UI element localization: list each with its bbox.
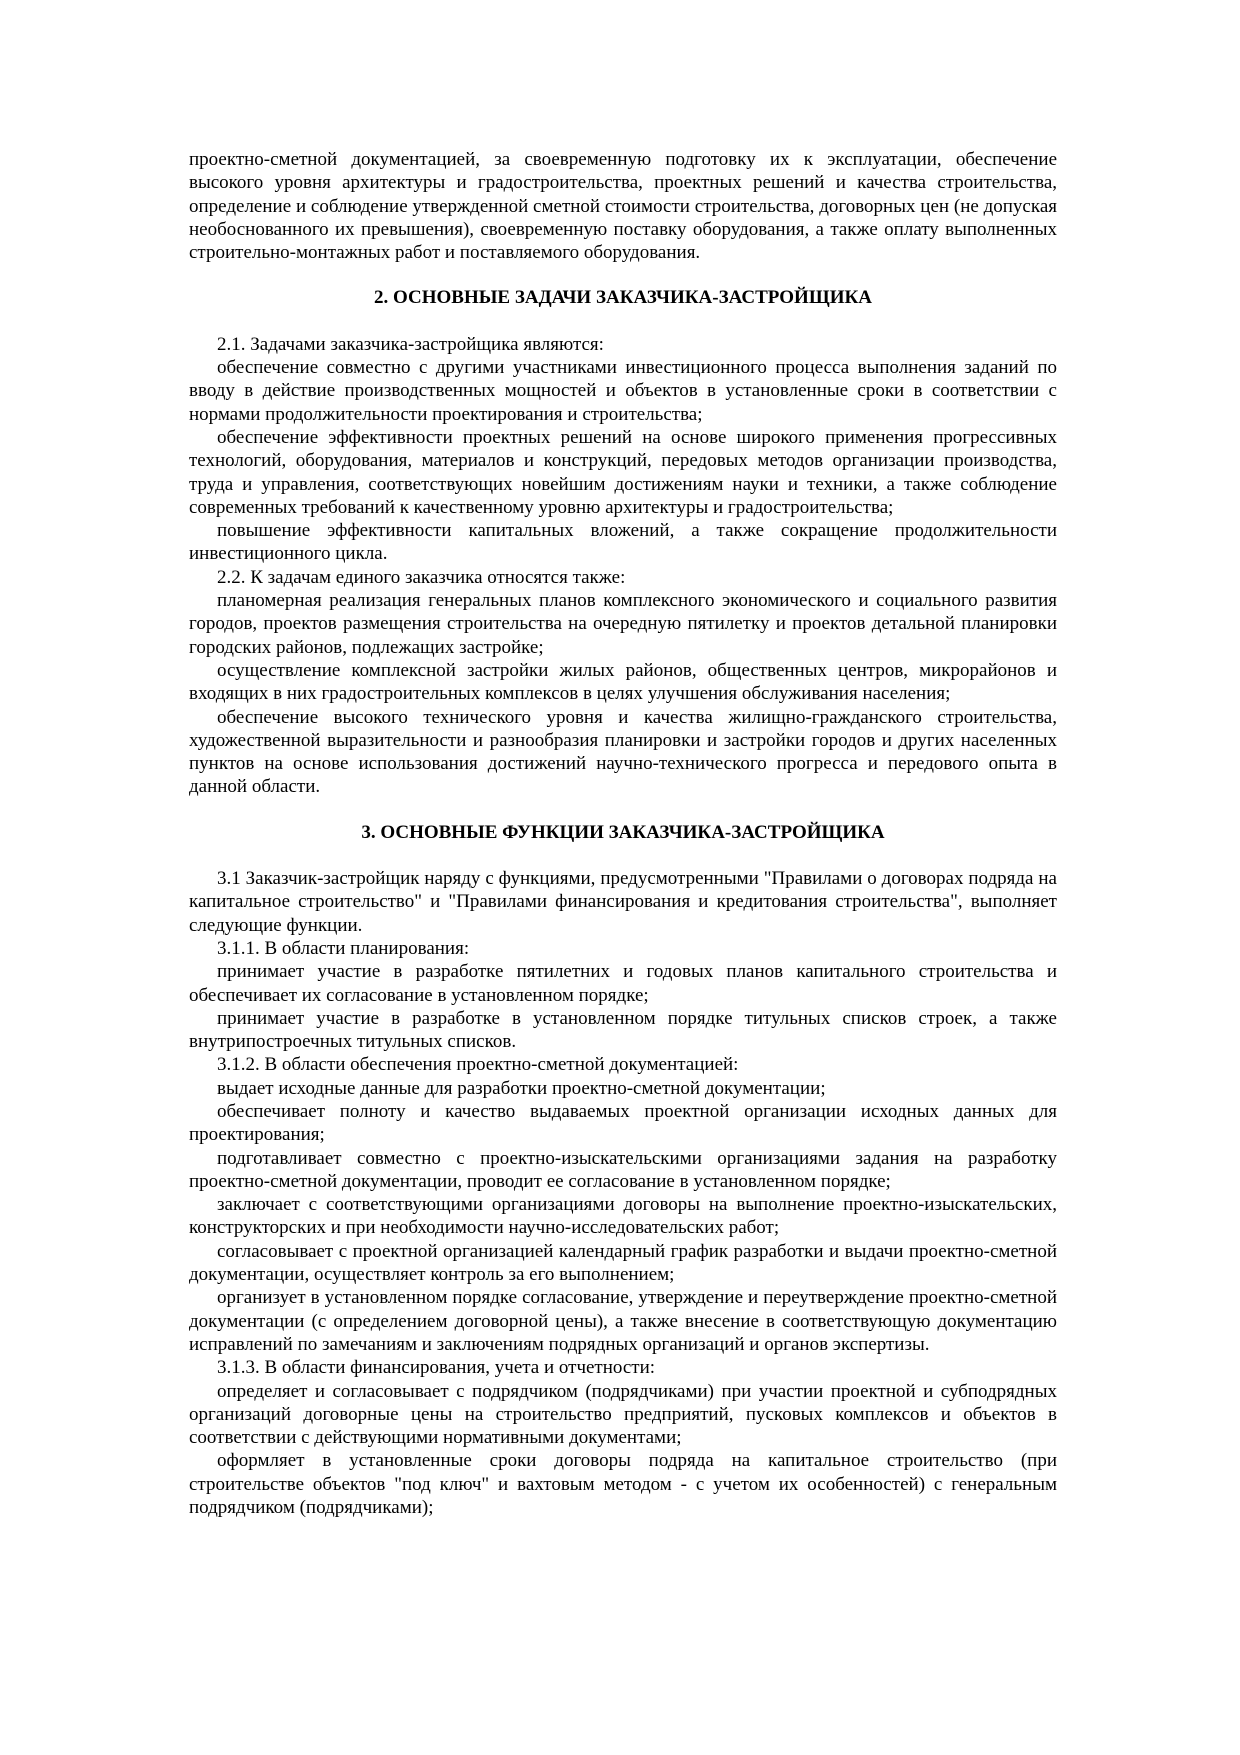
section-3-paragraph: согласовывает с проектной организацией календарный график разработки и выдачи проектно-сметной документации, осуществляет контроль за его выполнением; (189, 1240, 1057, 1286)
section-2-heading: 2. ОСНОВНЫЕ ЗАДАЧИ ЗАКАЗЧИКА-ЗАСТРОЙЩИКА (374, 287, 872, 309)
section-3-paragraph: 3.1.3. В области финансирования, учета и отчетности: (217, 1357, 656, 1379)
section-2-paragraph: обеспечение совместно с другими участниками инвестиционного процесса выполнения заданий по вводу в действие производственных мощностей и объектов в установленные сроки в соответствии с нормами продолжительности проектирования и строительства; (189, 357, 1057, 425)
intro-paragraph: проектно-сметной документацией, за своевременную подготовку их к эксплуатации, обеспечение высокого уровня архитектуры и градостроительства, проектных решений и качества строительства, определение и соблюдение утвержденной сметной стоимости строительства, договорных цен (не допуская необоснованного их превышения), своевременную поставку оборудования, а также оплату выполненных строительно-монтажных работ и поставляемого оборудования. (189, 149, 1057, 264)
section-3-paragraph: организует в установленном порядке согласование, утверждение и переутверждение проектно-сметной документации (с определением договорной цены), а также внесение в соответствующую документацию исправлений по замечаниям и заключениям подрядных организаций и органов экспертизы. (189, 1287, 1057, 1355)
section-3-paragraph: принимает участие в разработке в установленном порядке титульных списков строек, а также внутрипостроечных титульных списков. (189, 1007, 1057, 1053)
section-3-heading-wrap (189, 799, 1057, 867)
section-2-paragraph: обеспечение эффективности проектных решений на основе широкого применения прогрессивных технологий, оборудования, материалов и конструкций, передовых методов организации производства, труда и управления, соответствующих новейшим достижениям науки и техники, а также соблюдение современных требований к качественному уровню архитектуры и градостроительства; (189, 426, 1057, 518)
section-3-paragraph: заключает с соответствующими организациями договоры на выполнение проектно-изыскательских, конструкторских и при необходимости научно-исследовательских работ; (189, 1194, 1057, 1239)
section-2-paragraph: осуществление комплексной застройки жилых районов, общественных центров, микрорайонов и входящих в них градостроительных комплексов в целях улучшения обслуживания населения; (189, 659, 1057, 705)
section-2-heading-wrap (189, 264, 1057, 332)
section-2-paragraph: 2.1. Задачами заказчика-застройщика являются: (217, 333, 604, 355)
section-3-paragraph: принимает участие в разработке пятилетних и годовых планов капитального строительства и обеспечивает их согласование в установленном порядке; (189, 961, 1057, 1006)
section-2-paragraph: обеспечение высокого технического уровня и качества жилищно-гражданского строительства, художественной выразительности и разнообразия планировки и застройки городов и других населенных пунктов на основе использования достижений научно-технического прогресса и передового опыта в данной области. (189, 706, 1057, 798)
section-2-paragraph: планомерная реализация генеральных планов комплексного экономического и социального развития городов, проектов размещения строительства на очередную пятилетку и проектов детальной планировки городских районов, подлежащих застройке; (189, 590, 1057, 658)
section-3-paragraph: обеспечивает полноту и качество выдаваемых проектной организации исходных данных для проектирования; (189, 1100, 1057, 1146)
section-3-heading: 3. ОСНОВНЫЕ ФУНКЦИИ ЗАКАЗЧИКА-ЗАСТРОЙЩИКА (361, 821, 885, 843)
section-2-paragraph: повышение эффективности капитальных вложений, а также сокращение продолжительности инвестиционного цикла. (189, 520, 1057, 565)
section-2-paragraph: 2.2. К задачам единого заказчика относятся также: (217, 566, 626, 588)
section-3-paragraph: подготавливает совместно с проектно-изыскательскими организациями задания на разработку проектно-сметной документации, проводит ее согласование в установленном порядке; (189, 1147, 1057, 1192)
section-3-paragraph: выдает исходные данные для разработки проектно-сметной документации; (217, 1077, 826, 1099)
section-3-paragraph: 3.1.2. В области обеспечения проектно-сметной документацией: (217, 1054, 739, 1076)
section-3-paragraph: 3.1 Заказчик-застройщик наряду с функциями, предусмотренными "Правилами о договорах подряда на капитальное строительство" и "Правилами финансирования и кредитования строительства", выполняет следующие функции. (189, 868, 1057, 936)
section-3-paragraph: оформляет в установленные сроки договоры подряда на капитальное строительство (при строительстве объектов "под ключ" и вахтовым методом - с учетом их особенностей) с генеральным подрядчиком (подрядчиками); (189, 1450, 1057, 1519)
section-3-paragraph: определяет и согласовывает с подрядчиком (подрядчиками) при участии проектной и субподрядных организаций договорные цены на строительство предприятий, пусковых комплексов и объектов в соответствии с действующими нормативными документами; (189, 1380, 1057, 1449)
section-3-paragraph: 3.1.1. В области планирования: (217, 937, 470, 959)
document-page (189, 148, 1057, 1519)
